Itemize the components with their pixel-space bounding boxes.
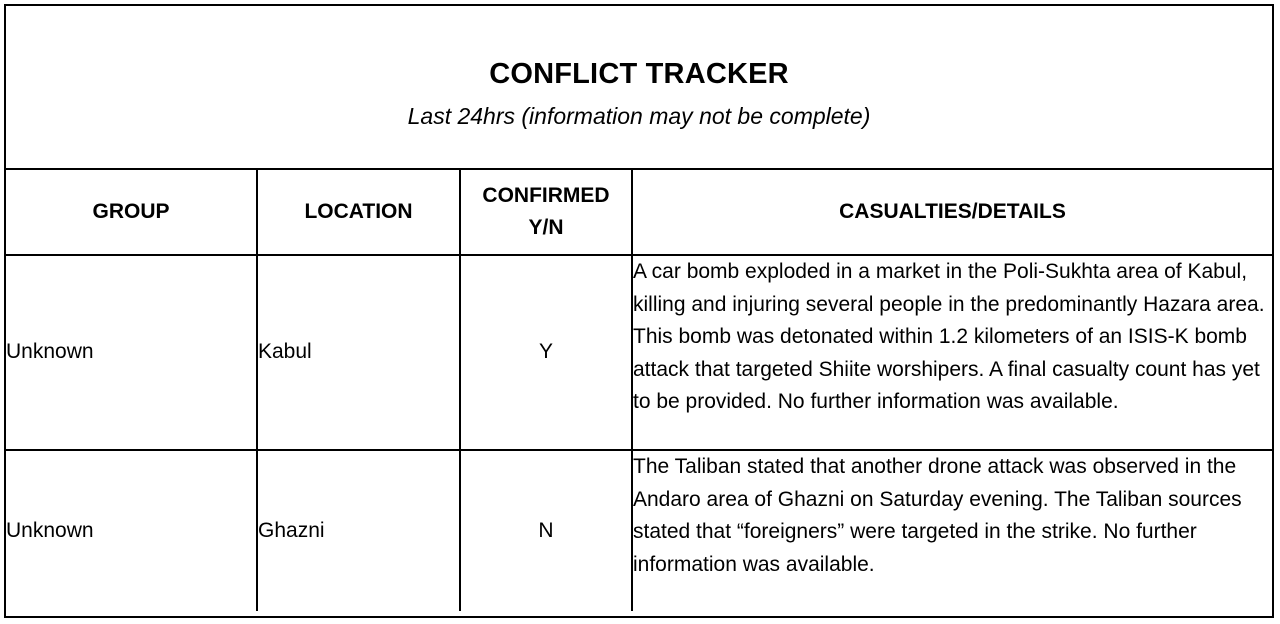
cell-details: A car bomb exploded in a market in the Poli-Sukhta area of Kabul, killing and injuring several people in the predominantly Hazara area. This bomb was detonated within 1.2 kilometers of an ISIS-K bomb attack that targeted Shiite worshipers. A final casualty count has yet to be provided. No further information was available. (632, 255, 1272, 450)
table-header-row (6, 170, 1272, 255)
conflict-tracker-document (4, 4, 1274, 618)
cell-confirmed: Y (460, 255, 632, 450)
cell-confirmed: N (460, 450, 632, 611)
page-subtitle: Last 24hrs (information may not be complete) (407, 103, 871, 129)
column-header-confirmed-line2: Y/N (528, 216, 564, 239)
column-header-details: CASUALTIES/DETAILS (632, 170, 1272, 255)
page-title: CONFLICT TRACKER (489, 58, 789, 90)
cell-location: Kabul (257, 255, 460, 450)
table-row (6, 450, 1272, 611)
column-header-group: GROUP (6, 170, 257, 255)
column-header-confirmed (460, 170, 632, 255)
column-header-location: LOCATION (257, 170, 460, 255)
cell-details: The Taliban stated that another drone attack was observed in the Andaro area of Ghazni on Saturday evening. The Taliban sources stated that “foreigners” were targeted in the strike. No further information was available. (632, 450, 1272, 611)
tracker-table (6, 170, 1272, 611)
table-row (6, 255, 1272, 450)
cell-group: Unknown (6, 255, 257, 450)
column-header-confirmed-line1: CONFIRMED (482, 183, 610, 207)
cell-location: Ghazni (257, 450, 460, 611)
cell-group: Unknown (6, 450, 257, 611)
tracker-header (6, 6, 1272, 170)
